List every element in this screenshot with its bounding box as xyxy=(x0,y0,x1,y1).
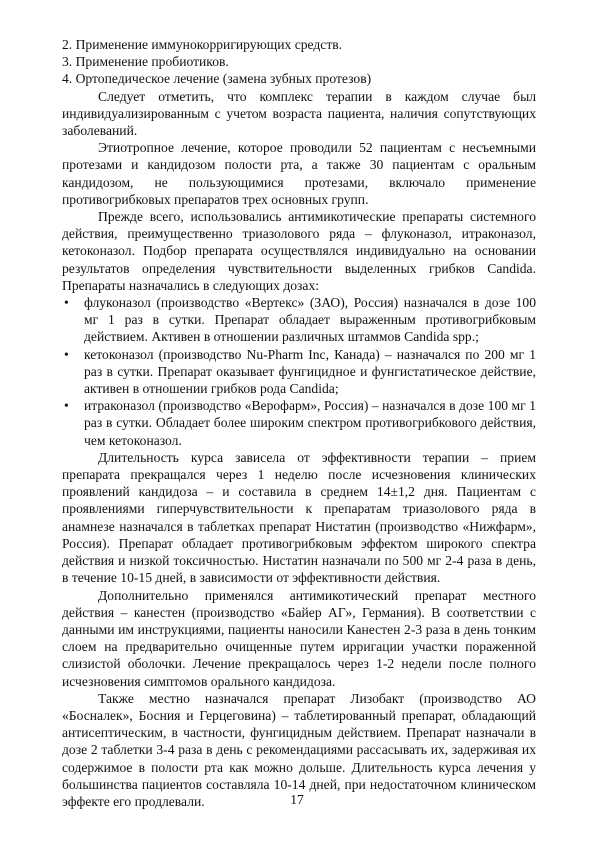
dosage-list xyxy=(62,294,536,449)
page-number: 17 xyxy=(290,792,304,807)
dosage-item-text: итраконазол (производство «Верофарм», Россия) – назначался в дозе 100 мг 1 раз в сутки. Обладает более широким спектром противогрибкового действия, чем кетоконазол. xyxy=(84,398,536,448)
numbered-item-2: 2. Применение иммунокорригирующих средств. xyxy=(62,37,343,52)
numbered-item-4: 4. Ортопедическое лечение (замена зубных протезов) xyxy=(62,71,372,87)
dosage-item-text: флуконазол (производство «Вертекс» (ЗАО), Россия) назначался в дозе 100 мг 1 раз в сутки. Препарат обладает выраженным противогрибковым действием. Активен в отношении различных штаммов Candida spp.; xyxy=(84,295,536,345)
dosage-item-text: кетоконазол (производство Nu-Pharm Inc, Канада) – назначался по 200 мг 1 раз в сутки. Препарат оказывает фунгицидное и фунгистатическое действие, активен в отношении грибков рода Candida; xyxy=(84,346,536,397)
paragraph-systemic-antimycotics: Прежде всего, использовались антимикотические препараты системного действия, преимущественно триазолового ряда – флуконазол, итраконазол, кетоконазол. Подбор препарата осуществлялся индивидуально на основании результатов определения чувствительности выделенных грибков Candida. Препараты назначались в следующих дозах: xyxy=(62,209,536,293)
document-page xyxy=(62,36,536,810)
bullet-icon: • xyxy=(64,346,69,362)
paragraph-complex-therapy: Следует отметить, что комплекс терапии в каждом случае был индивидуализированным с учетом возраста пациента, наличия сопутствующих заболеваний. xyxy=(62,88,536,139)
dosage-item-fluconazole xyxy=(62,294,536,346)
bullet-icon: • xyxy=(64,398,69,414)
paragraph-course-duration: Длительность курса зависела от эффективности терапии – прием препарата прекращался через 1 неделю после исчезновения клинических проявлений кандидоза – и составила в среднем 14±1,2 дня. Пациентам с проявлениями гиперчувствительности к препаратам триазолового ряда в анамнезе назначался в таблетках препарат Нистатин (производство «Нижфарм», Россия). Препарат обладает противогрибковым эффектом широкого спектра действия и низкой токсичностью. Нистатин назначали по 500 мг 2-4 раза в день, в течение 10-15 дней, в зависимости от эффективности действия. xyxy=(62,449,536,586)
paragraph-local-canesten: Дополнительно применялся антимикотический препарат местного действия – канестен (производство «Байер АГ», Германия). В соответствии с данными им инструкциями, пациенты наносили Канестен 2-3 раза в день тонким слоем на предварительно очищенные путем ирригации участки пораженной слизистой оболочки. Лечение прекращалось через 1-2 недели после полного исчезновения симптомов орального кандидоза. xyxy=(62,587,536,689)
dosage-item-ketoconazole xyxy=(62,346,536,398)
bullet-icon: • xyxy=(64,295,69,311)
paragraph-local-lysobact: Также местно назначался препарат Лизобакт (производство АО «Босналек», Босния и Герцеговина) – таблетированный препарат, обладающий антисептическим, в частности, фунгицидным действием. Препарат назначали в дозе 2 таблетки 3-4 раза в день с рекомендациями рассасывать их, задерживая их содержимое в полости рта как можно дольше. Длительность курса лечения у большинства пациентов составляла 10-14 дней, при недостаточном клиническом эффекте его продлевали. xyxy=(62,690,536,809)
dosage-item-itraconazole xyxy=(62,397,536,449)
numbered-item-3: 3. Применение пробиотиков. xyxy=(62,54,229,70)
paragraph-etiotropic-treatment: Этиотропное лечение, которое проводили 52 пациентам с несъемными протезами и кандидозом полости рта, а также 30 пациентам с оральным кандидозом, не пользующимися протезами, включало применение противогрибковых препаратов трех основных групп. xyxy=(62,140,536,207)
